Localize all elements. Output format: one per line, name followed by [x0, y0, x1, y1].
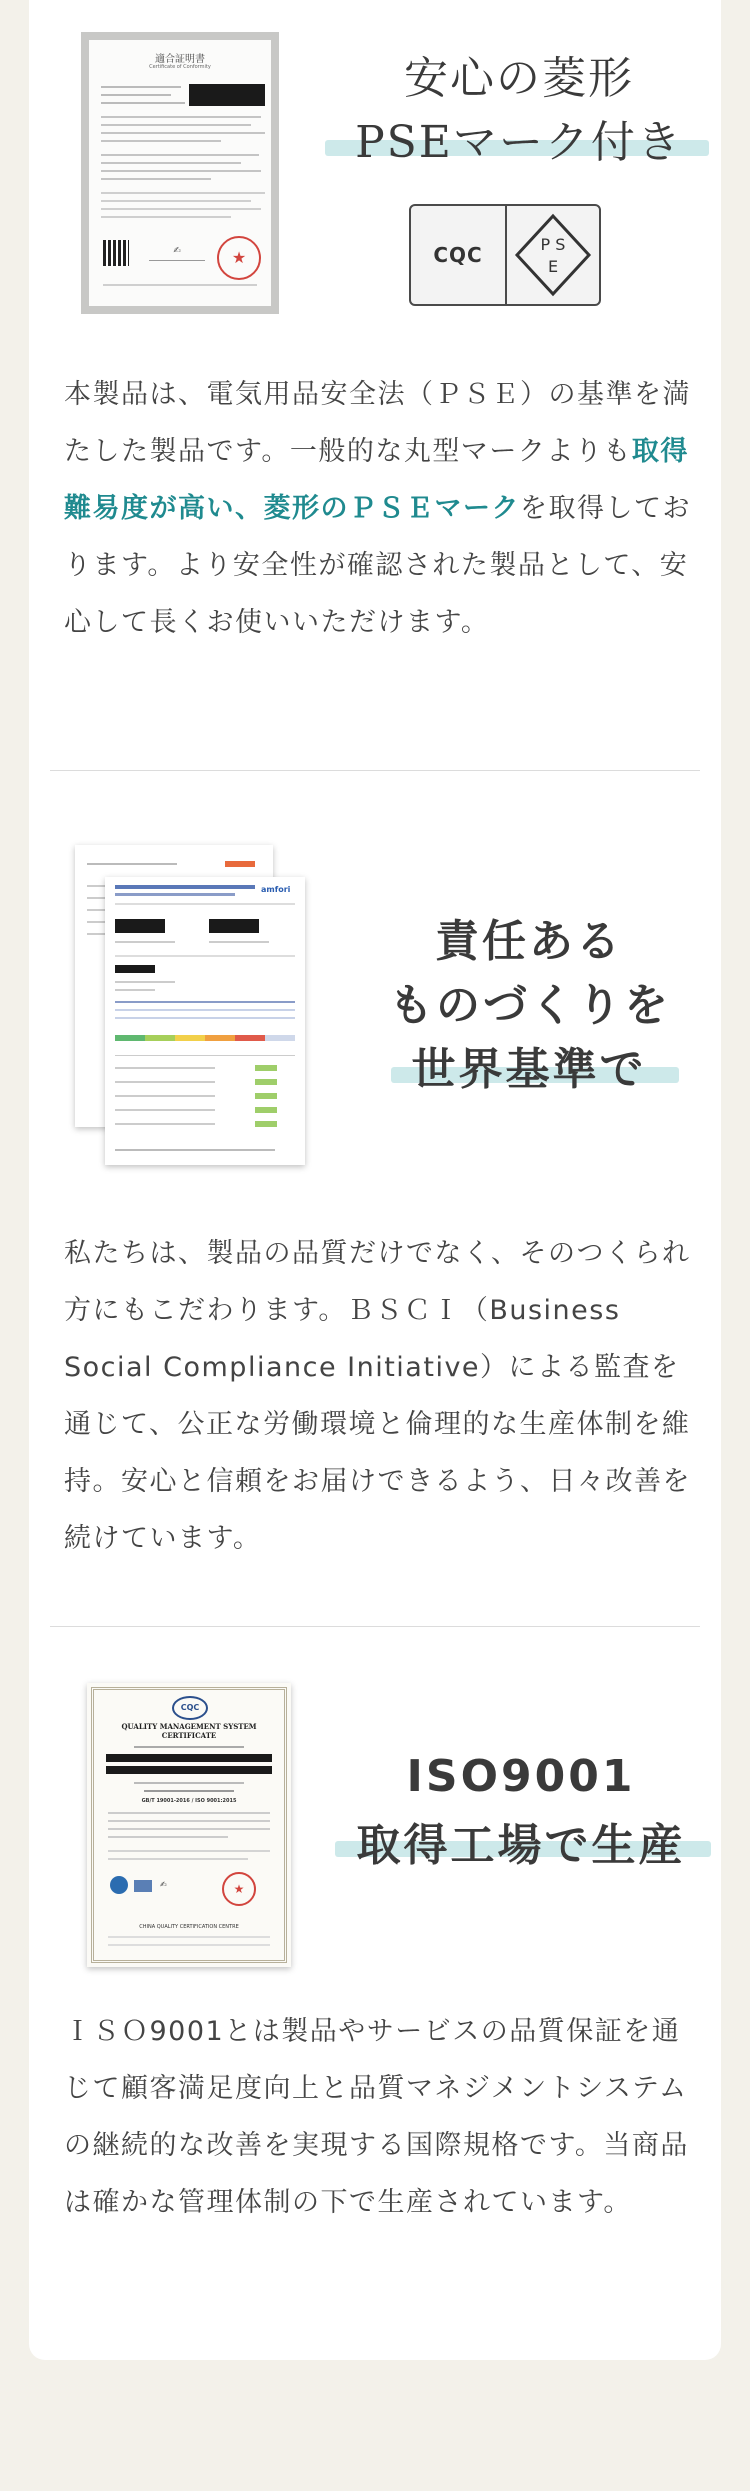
redaction-block	[115, 965, 155, 973]
pse-heading-line2: PSEマーク付き	[355, 117, 683, 168]
iso-heading-line2: 取得工場で生産	[356, 1820, 686, 1871]
bsci-heading-line3: 世界基準で	[411, 1044, 647, 1095]
iso-standard: GB/T 19001-2016 / ISO 9001:2015	[141, 1798, 237, 1804]
rating-scale	[115, 1035, 295, 1041]
iso-description: ＩＳＯ9001とは製品やサービスの品質保証を通じて顧客満足度向上と品質マネジメントシステムの継続的な改善を実現する国際規格です。当商品は確かな管理体制の下で生産されています。	[64, 2016, 689, 2218]
bsci-report-front	[105, 877, 305, 1165]
content-card	[29, 0, 721, 2360]
accreditation-logo	[134, 1880, 152, 1892]
pse-certificate-image: 適合証明書 Certificate of Conformity ✍ ★	[81, 32, 279, 314]
redaction-block	[189, 84, 265, 106]
iso-section	[29, 1627, 721, 2360]
pse-heading-line1: 安心の菱形	[404, 53, 634, 104]
pse-section	[29, 0, 721, 770]
iso-certificate-title: QUALITY MANAGEMENT SYSTEM CERTIFICATE	[121, 1722, 257, 1740]
bsci-section	[29, 771, 721, 1626]
cqc-logo-icon: CQC	[411, 206, 507, 304]
bsci-heading-line1: 責任ある	[435, 916, 623, 967]
red-stamp-icon: ★	[217, 236, 261, 280]
bsci-description: 私たちは、製品の品質だけでなく、そのつくられ方にもこだわります。ＢＳＣＩ（Business Social Compliance Initiative）による監査を通じて、公正な労働環境と倫理的な生産体制を維持。安心と信頼をお届けできるよう、日々改善を続けています。	[64, 1238, 691, 1554]
certificate-title: 適合証明書	[155, 54, 205, 65]
red-stamp-icon: ★	[222, 1872, 256, 1906]
iso-certificate-image: CQC QUALITY MANAGEMENT SYSTEM CERTIFICATE GB/T 19001-2016 / ISO 9001:2015 ✍ ★ CHINA QUALITY CERTIFICATION CENTRE	[87, 1683, 291, 1967]
redaction-block	[106, 1766, 272, 1774]
pse-description-part2: を取得しております。より安全性が確認された製品として、安心して長くお使いいただけます。	[64, 493, 691, 638]
svg-text:P S: P S	[540, 235, 566, 254]
bsci-heading-line2: ものづくりを	[389, 980, 671, 1031]
redaction-block	[115, 919, 165, 933]
pse-diamond-icon	[509, 206, 597, 304]
certificate-subtitle: Certificate of Conformity	[149, 64, 211, 70]
cqc-logo-icon: CQC	[172, 1696, 208, 1720]
accreditation-logo	[110, 1876, 128, 1894]
iso-issuer: CHINA QUALITY CERTIFICATION CENTRE	[139, 1924, 239, 1930]
svg-text:E: E	[547, 257, 559, 276]
redaction-block	[209, 919, 259, 933]
qr-code-icon	[103, 240, 129, 266]
cqc-pse-badge	[409, 204, 601, 306]
iso-heading-line1: ISO9001	[406, 1751, 636, 1802]
pse-description-accent: 取得難易度が高い、菱形のＰＳＥマーク	[64, 436, 689, 524]
pse-description	[64, 366, 694, 651]
amfori-logo: amfori	[261, 885, 291, 894]
pse-description-part1: 本製品は、電気用品安全法（ＰＳＥ）の基準を満たした製品です。一般的な丸型マークよりも	[64, 379, 691, 467]
redaction-block	[106, 1754, 272, 1762]
